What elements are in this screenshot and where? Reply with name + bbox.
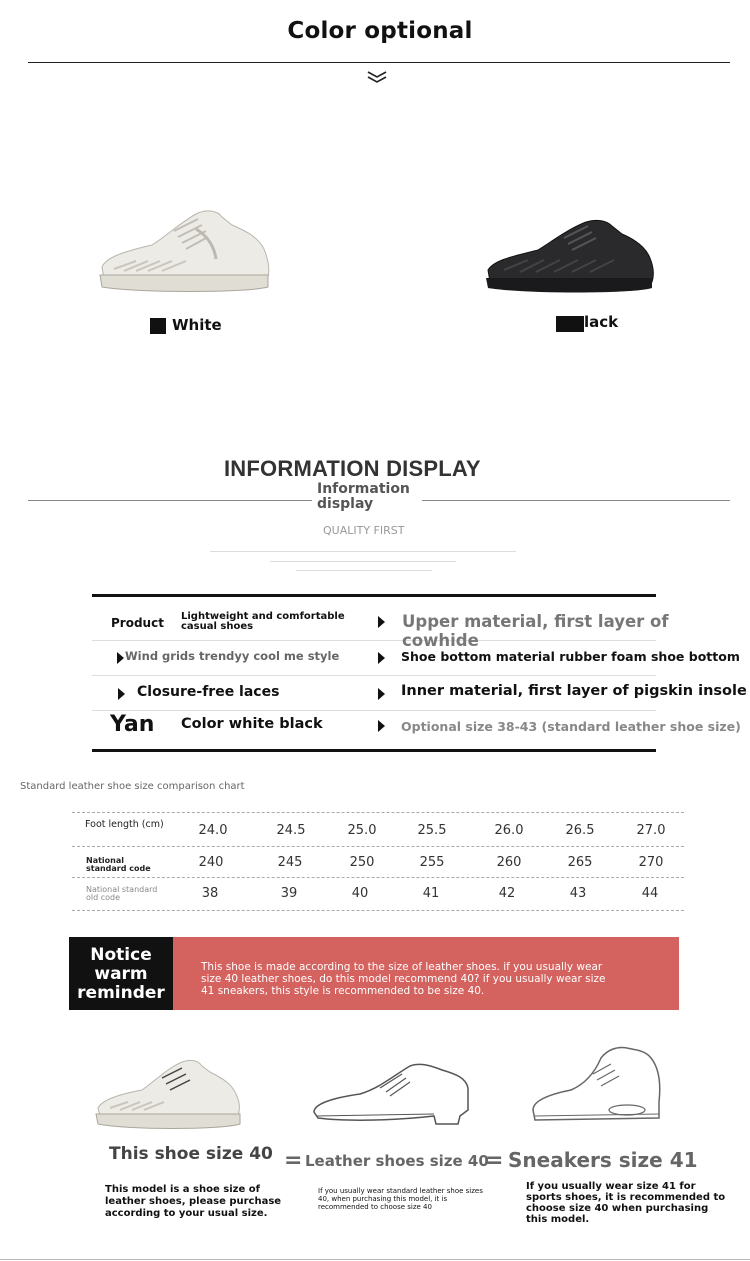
triangle-right-icon: [378, 652, 385, 664]
size-row-label: Foot length (cm): [85, 819, 164, 830]
size-cell: 40: [351, 886, 369, 901]
notice-heading: Notice warm reminder: [69, 937, 173, 1010]
equals-sign: =: [284, 1148, 303, 1173]
size-range: Optional size 38-43 (standard leather shoe size): [401, 719, 741, 734]
page-title: Color optional: [287, 18, 473, 44]
size-cell: 250: [349, 855, 375, 870]
black-shoe-image: [484, 216, 656, 298]
faint-text-line: [296, 570, 432, 571]
white-color-label: White: [172, 316, 222, 334]
triangle-right-icon: [378, 720, 385, 732]
size-cell: 24.0: [198, 823, 228, 838]
dashed-divider: [72, 877, 684, 878]
product-description: Lightweight and comfortable casual shoes: [181, 611, 345, 632]
size-row-label: National standard old code: [86, 885, 158, 902]
product-label: Product: [111, 616, 164, 630]
white-color-swatch: [150, 318, 166, 334]
size-cell: 39: [280, 886, 298, 901]
leather-shoes-size-title: Leather shoes size 40: [305, 1152, 489, 1170]
size-cell: 255: [419, 855, 445, 870]
size-chart-caption: Standard leather shoe size comparison chart: [20, 781, 245, 792]
color-description: Color white black: [181, 716, 323, 732]
sneakers-size-title: Sneakers size 41: [508, 1148, 698, 1172]
bottom-divider: [0, 1259, 750, 1260]
size-cell: 270: [638, 855, 664, 870]
faint-text-line: [210, 551, 516, 552]
size-cell: 265: [567, 855, 593, 870]
faint-text-line: [270, 561, 456, 562]
size-cell: 26.0: [494, 823, 524, 838]
quality-first-label: QUALITY FIRST: [323, 524, 405, 537]
black-color-label: lack: [584, 313, 619, 331]
equals-sign: =: [485, 1148, 504, 1173]
black-color-swatch: [556, 316, 584, 332]
size-cell: 245: [277, 855, 303, 870]
info-title: INFORMATION DISPLAY: [224, 456, 481, 481]
size-cell: 25.5: [417, 823, 447, 838]
info-subtitle: Information display: [312, 482, 422, 512]
this-shoe-size-desc: This model is a shoe size of leather shoes, please purchase according to your usual size.: [105, 1184, 282, 1219]
size-cell: 26.5: [565, 823, 595, 838]
size-cell: 44: [641, 886, 659, 901]
leather-shoe-outline-icon: [310, 1058, 472, 1128]
size-row-label: National standard code: [86, 856, 151, 873]
size-cell: 240: [198, 855, 224, 870]
dashed-divider: [72, 910, 684, 911]
sneaker-outline-icon: [527, 1044, 665, 1130]
size-cell: 27.0: [636, 823, 666, 838]
table-top-border: [92, 594, 656, 597]
triangle-right-icon: [378, 688, 385, 700]
sneakers-size-desc: If you usually wear size 41 for sports shoes, it is recommended to choose size 40 when purchasing this model.: [526, 1181, 726, 1225]
header-divider: [28, 62, 730, 63]
triangle-right-icon: [117, 652, 124, 664]
size-cell: 260: [496, 855, 522, 870]
upper-material: Upper material, first layer of cowhide: [402, 612, 669, 650]
brand-name: Yan: [110, 712, 155, 737]
inner-material: Inner material, first layer of pigskin insole: [401, 683, 747, 699]
dashed-divider: [72, 812, 684, 813]
leather-shoes-size-desc: If you usually wear standard leather shoe sizes 40, when purchasing this model, it is recommended to choose size 40: [318, 1187, 483, 1211]
style-description: Wind grids trendyy cool me style: [125, 649, 340, 663]
size-cell: 41: [422, 886, 440, 901]
row-divider: [92, 710, 656, 711]
size-cell: 43: [569, 886, 587, 901]
size-cell: 38: [201, 886, 219, 901]
triangle-right-icon: [118, 688, 125, 700]
laces-description: Closure-free laces: [137, 684, 280, 700]
size-cell: 24.5: [276, 823, 306, 838]
size-cell: 42: [498, 886, 516, 901]
row-divider: [92, 675, 656, 676]
notice-text: This shoe is made according to the size of leather shoes. if you usually wear size 40 leather shoes, do this model recommend 40? if you usually wear size 41 sneakers, this style is recommended to be size 40.: [201, 961, 606, 997]
this-shoe-size-title: This shoe size 40: [109, 1144, 273, 1164]
size-cell: 25.0: [347, 823, 377, 838]
table-bottom-border: [92, 749, 656, 752]
this-shoe-image: [94, 1056, 244, 1132]
double-chevron-down-icon: [366, 70, 388, 84]
dashed-divider: [72, 846, 684, 847]
white-shoe-image: [96, 205, 272, 297]
triangle-right-icon: [378, 616, 385, 628]
bottom-material: Shoe bottom material rubber foam shoe bottom: [401, 649, 740, 664]
